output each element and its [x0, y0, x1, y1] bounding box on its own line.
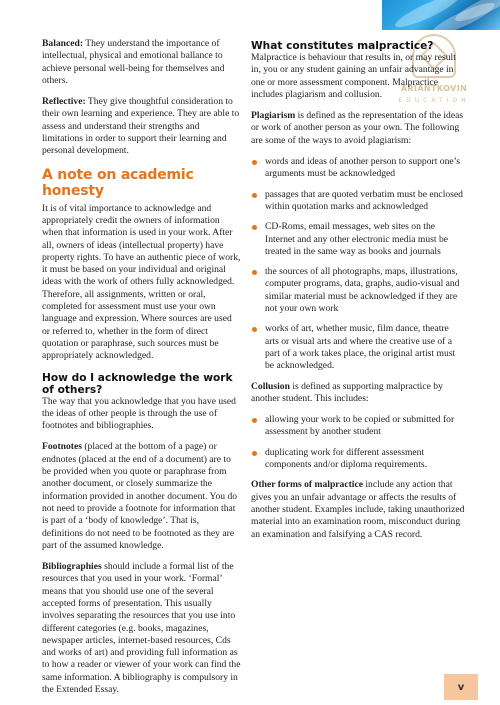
- bibliographies-paragraph: Bibliographies should include a formal list of the resources that you used in your work. ‘Formal’ means that you should use one of the several accepted forms of presentation. This usually involves separating the resources that you use into different categories (e.g. books, magazines, newspaper articles, internet-based resources, Cds and works of art) and providing full information as to how a reader or viewer of your work can find the same information. A bibliography is compulsory in the Extended Essay.: [42, 561, 241, 696]
- watermark-sub: EDUCATION: [398, 97, 470, 104]
- bullet-icon: [252, 270, 257, 275]
- corner-feather-image: [382, 0, 500, 30]
- academic-honesty-intro: It is of vital importance to acknowledge and appropriately credit the owners of information when that information is used in your work. After all, owners of ideas (intellectual property) have property rights. To have an authentic piece of work, it must be based on your individual and original ideas with the work of others fully acknowledged. Therefore, all assignments, written or oral, completed for assessment must use your own language and expression. Where sources are used or referred to, whether in the form of direct quotation or paraphrase, such sources must be appropriately acknowledged.: [42, 202, 241, 362]
- bullet-icon: [252, 418, 257, 423]
- other-malpractice-paragraph: Other forms of malpractice include any action that gives you an unfair advantage or affects the results of another student. Examples include, taking unauthorized material into an examination room, misconduct during an examination and falsifying a CAS record.: [251, 479, 465, 540]
- bullet-icon: [252, 451, 257, 456]
- list-item: CD-Roms, email messages, web sites on the Internet and any other electronic media must be treated in the same way as books and journals: [251, 221, 465, 258]
- footnotes-paragraph: Footnotes (placed at the bottom of a page) or endnotes (placed at the end of a document) are to be provided when you quote or paraphrase from another document, or closely summarize the information provided in another document. You do not need to provide a footnote for information that is part of a ‘body of knowledge’. That is, definitions do not need to be footnoted as they are part of the assumed knowledge.: [42, 441, 238, 551]
- right-column: [251, 38, 465, 550]
- list-item: words and ideas of another person to support one’s arguments must be acknowledged: [251, 156, 465, 181]
- bullet-icon: [252, 160, 257, 165]
- list-item: the sources of all photographs, maps, illustrations, computer programs, data, graphs, audio-visual and similar material must be acknowledged if they are not your own work: [251, 266, 465, 315]
- list-item: passages that are quoted verbatim must be enclosed within quotation marks and acknowledged: [251, 189, 465, 214]
- list-item: duplicating work for different assessment components and/or diploma requirements.: [251, 447, 465, 472]
- plagiarism-list: [251, 156, 465, 372]
- bullet-icon: [252, 225, 257, 230]
- plagiarism-paragraph: Plagiarism is defined as the representation of the ideas or work of another person as your own. The following are some of the ways to avoid plagiarism:: [251, 110, 464, 146]
- collusion-list: [251, 414, 465, 471]
- bullet-icon: [252, 327, 257, 332]
- page-number: v: [444, 674, 478, 700]
- acknowledge-heading: How do I acknowledge the work of others?: [42, 371, 233, 396]
- watermark-name: ARIANTKOVIN: [400, 84, 468, 93]
- balanced-paragraph: Balanced: They understand the importance of intellectual, physical and emotional ballance to achieve personal well-being for themselves and others.: [42, 38, 225, 86]
- acknowledge-text: The way that you acknowledge that you have used the ideas of other people is through the use of footnotes and bibliographies.: [42, 395, 236, 432]
- academic-honesty-heading: A note on academic honesty: [42, 166, 194, 199]
- malpractice-heading: What constitutes malpractice?: [251, 40, 434, 52]
- bullet-icon: [252, 193, 257, 198]
- malpractice-intro: Malpractice is behaviour that results in, or may result in, you or any student gaining an unfair advantage in one or more assessment component. Malpractice includes plagiarism and collusion.: [251, 52, 456, 100]
- collusion-paragraph: Collusion is defined as supporting malpractice by another student. This includes:: [251, 380, 443, 404]
- reflective-paragraph: Reflective: They give thoughtful consideration to their own learning and experience. They are able to assess and understand their strengths and limitations in order to support their learning and personal development.: [42, 96, 240, 157]
- list-item: works of art, whether music, film dance, theatre arts or visual arts and where the creative use of a part of a work takes place, the original artist must be acknowledged.: [251, 323, 465, 372]
- list-item: allowing your work to be copied or submitted for assessment by another student: [251, 414, 465, 439]
- left-column: [42, 38, 242, 705]
